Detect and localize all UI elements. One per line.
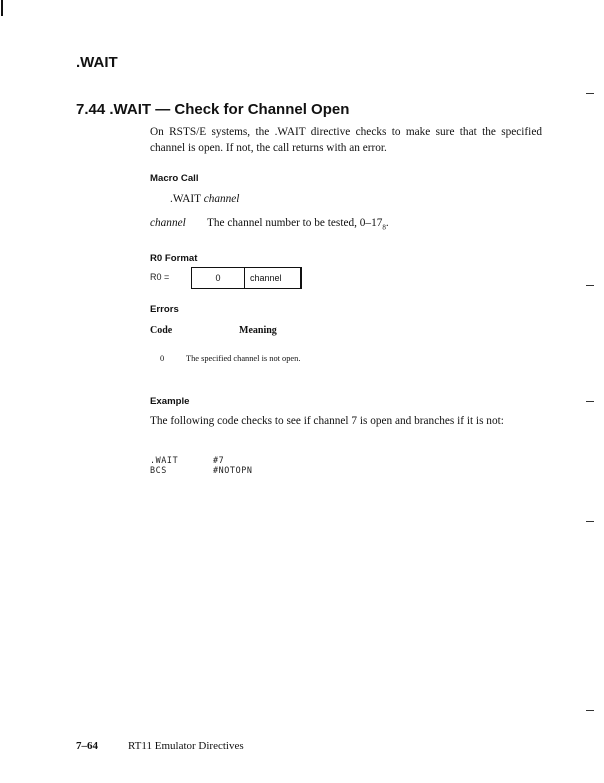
code-line-2-opcode: BCS — [150, 465, 167, 475]
margin-tick — [586, 521, 594, 522]
footer-title: RT11 Emulator Directives — [128, 740, 244, 752]
r0-label: R0 = — [150, 272, 170, 282]
parameter-description: The channel number to be tested, 0–17 — [207, 217, 383, 229]
margin-tick — [586, 401, 594, 402]
running-head: .WAIT — [76, 54, 118, 71]
r0-format-diagram — [191, 267, 302, 289]
r0-low-byte-cell: channel — [250, 273, 282, 283]
margin-tick — [586, 710, 594, 711]
parameter-name: channel — [150, 217, 186, 229]
code-line-1-operand: #7 — [213, 455, 225, 465]
error-meaning: The specified channel is not open. — [186, 354, 301, 363]
example-heading: Example — [150, 396, 190, 407]
macro-call-heading: Macro Call — [150, 173, 199, 184]
parameter-description-end: . — [385, 217, 389, 229]
page-edge-mark — [1, 0, 3, 16]
channel-parameter — [150, 215, 389, 235]
errors-heading: Errors — [150, 304, 179, 315]
macro-call-line — [170, 191, 239, 207]
macro-directive: .WAIT — [170, 193, 201, 205]
errors-code-column-header: Code — [150, 325, 173, 336]
intro-paragraph: On RSTS/E systems, the .WAIT directive checks to make sure that the specified channel is open. If not, the call returns with an error. — [150, 126, 542, 154]
errors-meaning-column-header: Meaning — [239, 325, 277, 336]
page-number: 7–64 — [76, 740, 98, 752]
example-paragraph: The following code checks to see if channel 7 is open and branches if it is not: — [150, 415, 504, 427]
code-line-1-opcode: .WAIT — [150, 455, 179, 465]
margin-tick — [586, 285, 594, 286]
parameter-radix-subscript: 8 — [382, 223, 386, 232]
code-line-2-operand: #NOTOPN — [213, 465, 253, 475]
error-code: 0 — [160, 354, 165, 363]
r0-format-heading: R0 Format — [150, 253, 198, 264]
r0-high-byte-cell: 0 — [192, 268, 245, 288]
section-title: 7.44 .WAIT — Check for Channel Open — [76, 101, 350, 118]
margin-tick — [586, 93, 594, 94]
macro-argument: channel — [203, 193, 240, 205]
